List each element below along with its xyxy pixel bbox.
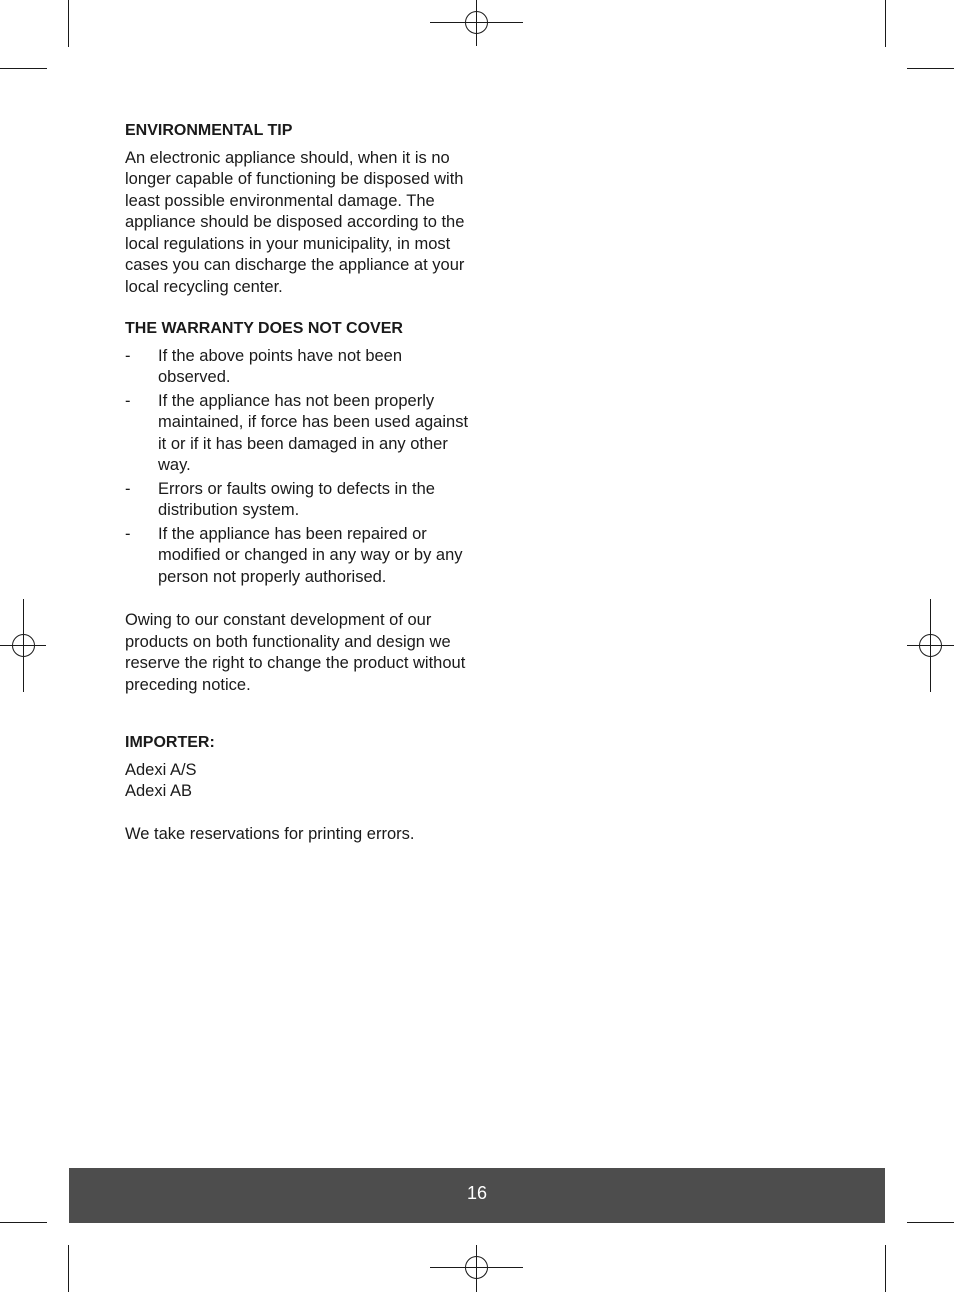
list-marker: -: [125, 391, 131, 410]
list-marker: -: [125, 524, 131, 543]
list-item: - If the appliance has not been properly maintained, if force has been used against it or if it has been damaged in any other way.: [125, 391, 469, 474]
list-marker: -: [125, 346, 131, 365]
list-marker: -: [125, 479, 131, 498]
warranty-heading: THE WARRANTY DOES NOT COVER: [125, 320, 403, 337]
reservation-note: We take reservations for printing errors.: [125, 824, 415, 843]
importer-line: Adexi AB: [125, 782, 192, 800]
list-item: - Errors or faults owing to defects in the distribution system.: [125, 479, 435, 519]
page-content: [125, 120, 470, 845]
footer-bar: [69, 1168, 885, 1223]
warranty-list: [125, 346, 470, 589]
page-number: 16: [466, 1183, 488, 1203]
list-item: - If the above points have not been observed.: [125, 346, 403, 386]
environmental-tip-heading: ENVIRONMENTAL TIP: [125, 122, 293, 139]
list-item: - If the appliance has been repaired or modified or changed in any way or by any person not properly authorised.: [125, 524, 463, 586]
importer-heading: IMPORTER:: [125, 734, 215, 751]
development-note: Owing to our constant development of our products on both functionality and design we reserve the right to change the product without preceding notice.: [125, 611, 466, 694]
importer-line: Adexi A/S: [125, 760, 197, 779]
environmental-tip-body: An electronic appliance should, when it is no longer capable of functioning be disposed with least possible environmental damage. The appliance should be disposed according to the local regulations in your municipality, in most cases you can discharge the appliance at your local recycling center.: [125, 148, 465, 296]
